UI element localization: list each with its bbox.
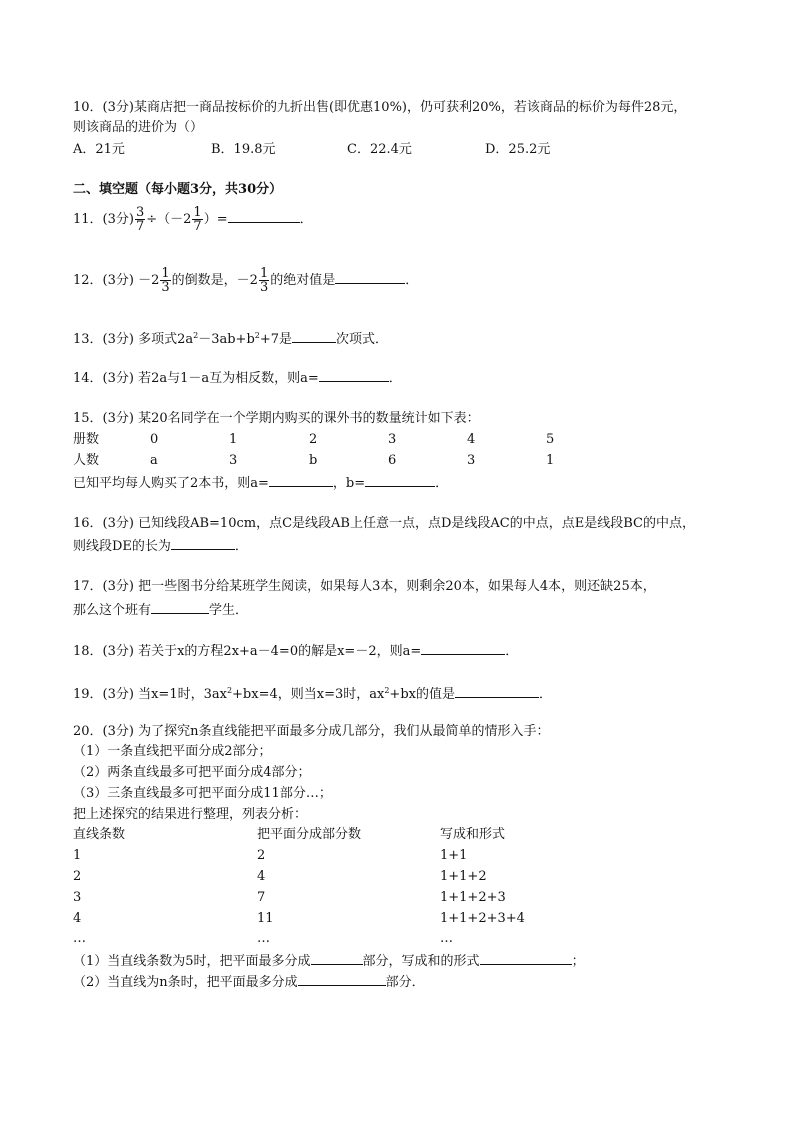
q13-prefix: 13．(3分) 多项式2a bbox=[73, 332, 194, 347]
q15-r2-c4: 6 bbox=[388, 453, 397, 468]
q11-frac1-den: 7 bbox=[135, 219, 145, 234]
q20-sub2-blank[interactable] bbox=[298, 972, 386, 986]
section-title: 二、填空题（每小题3分，共30分） bbox=[73, 182, 283, 197]
q12-f1-num: 1 bbox=[161, 266, 170, 281]
q20-sub2 bbox=[73, 972, 425, 992]
q13-answer-blank[interactable] bbox=[292, 329, 336, 343]
q19-p2: +bx=4，则当x=3时，ax bbox=[232, 687, 385, 702]
q20-r2-c1: 7 bbox=[257, 890, 266, 905]
q15-r2-c5: 3 bbox=[467, 453, 476, 468]
q11-frac2-den: 7 bbox=[193, 219, 202, 234]
q12-fraction-2 bbox=[259, 267, 269, 294]
q17-line2-prefix: 那么这个班有 bbox=[73, 603, 152, 618]
q20-r0-c0: 1 bbox=[73, 848, 82, 863]
q20-sub2-prefix: （2）当直线为n条时，把平面最多分成 bbox=[73, 975, 298, 990]
q15-last-prefix: 已知平均每人购买了2本书，则a= bbox=[73, 476, 269, 491]
q12-prefix: 12．(3分) －2 bbox=[73, 273, 160, 288]
q15-r2-c3: b bbox=[309, 453, 318, 468]
q20-line4: （3）三条直线最多可把平面分成11部分…； bbox=[73, 786, 332, 801]
q20-r0-c2: 1+1 bbox=[440, 848, 468, 863]
q16-line2-end: ． bbox=[234, 539, 248, 554]
q10-option-d: D．25.2元 bbox=[485, 142, 551, 157]
q15-line1: 15．(3分) 某20名同学在一个学期内购买的课外书的数量统计如下表： bbox=[73, 411, 480, 426]
q11-frac1-num: 3 bbox=[135, 205, 145, 220]
q20-r2-c0: 3 bbox=[73, 890, 82, 905]
q12-end: ． bbox=[405, 273, 419, 288]
q14-answer-blank[interactable] bbox=[319, 368, 389, 382]
q10-option-a: A．21元 bbox=[73, 142, 125, 157]
q15-r1-c1: 0 bbox=[150, 432, 159, 447]
q20-r3-c1: 11 bbox=[257, 911, 274, 926]
q18 bbox=[73, 641, 518, 661]
q16-line2 bbox=[73, 536, 248, 556]
q18-answer-blank[interactable] bbox=[421, 641, 505, 655]
q15-r2-c1: a bbox=[150, 453, 158, 468]
q20-line3: （2）两条直线最多可把平面分成4部分； bbox=[73, 765, 311, 780]
q13-end: 次项式． bbox=[336, 332, 389, 347]
q12-mid: 的倒数是，－2 bbox=[171, 273, 258, 288]
q19-sup2: 2 bbox=[384, 686, 390, 695]
q11-end: ． bbox=[299, 212, 313, 227]
q17-answer-blank[interactable] bbox=[151, 600, 209, 614]
q14-prefix: 14．(3分) 若2a与1－a互为相反数，则a= bbox=[73, 371, 319, 386]
q13-mid: －3ab+b bbox=[198, 332, 255, 347]
q11 bbox=[73, 205, 313, 235]
q19-p3: +bx的值是 bbox=[389, 687, 455, 702]
q15-r2-c2: 3 bbox=[229, 453, 238, 468]
q15-r1-c2: 1 bbox=[229, 432, 238, 447]
q20-r1-c1: 4 bbox=[257, 869, 266, 884]
q12-answer-blank[interactable] bbox=[335, 270, 405, 284]
q15-last-end: ． bbox=[435, 476, 449, 491]
q13-sup1: 2 bbox=[193, 331, 199, 340]
q20-sub1-prefix: （1）当直线条数为5时，把平面最多分成 bbox=[73, 954, 311, 969]
q17-line2-end: 学生． bbox=[209, 603, 249, 618]
q20-sub1 bbox=[73, 951, 585, 971]
q15-r1-c0: 册数 bbox=[73, 432, 100, 447]
q11-frac2-num: 1 bbox=[193, 205, 202, 220]
q15-r1-c4: 3 bbox=[388, 432, 397, 447]
q17-line2 bbox=[73, 600, 248, 620]
q20-r4-c1: … bbox=[257, 931, 270, 946]
q11-fraction-2 bbox=[192, 206, 202, 233]
q11-answer-blank[interactable] bbox=[228, 209, 300, 223]
q20-sub1-sum-blank[interactable] bbox=[480, 951, 572, 965]
q20-sub2-end: 部分． bbox=[385, 975, 425, 990]
q18-end: ． bbox=[505, 644, 519, 659]
q20-header-2: 写成和形式 bbox=[440, 827, 506, 842]
q16-answer-blank[interactable] bbox=[171, 536, 235, 550]
q11-div: ÷（－2 bbox=[146, 212, 192, 227]
q16-line1: 16．(3分) 已知线段AB=10cm，点C是线段AB上任意一点，点D是线段AC的中点，点E是线段BC的中点， bbox=[73, 516, 695, 531]
q20-header-0: 直线条数 bbox=[73, 827, 126, 842]
q20-r2-c2: 1+1+2+3 bbox=[440, 890, 506, 905]
q20-header-1: 把平面分成部分数 bbox=[257, 827, 362, 842]
q10-line1: 10．(3分)某商店把一商品按标价的九折出售(即优惠10%)，仍可获利20%，若该商品的标价为每件28元， bbox=[73, 100, 687, 115]
q11-fraction-1 bbox=[135, 206, 145, 233]
q20-r1-c2: 1+1+2 bbox=[440, 869, 487, 884]
q15-last bbox=[73, 473, 448, 493]
q12-fraction-1 bbox=[160, 267, 170, 294]
q13-sup2: 2 bbox=[254, 331, 260, 340]
q15-a-blank[interactable] bbox=[269, 473, 333, 487]
q20-sub1-count-blank[interactable] bbox=[311, 951, 363, 965]
q20-r1-c0: 2 bbox=[73, 869, 82, 884]
q19 bbox=[73, 682, 552, 704]
q19-end: ． bbox=[538, 687, 552, 702]
q15-b-blank[interactable] bbox=[365, 473, 435, 487]
q20-r0-c1: 2 bbox=[257, 848, 266, 863]
q11-suffix: ）= bbox=[203, 212, 228, 227]
q20-sub1-end: ； bbox=[571, 954, 585, 969]
q20-line5: 把上述探究的结果进行整理，列表分析： bbox=[73, 807, 308, 822]
q15-last-mid: ，b= bbox=[332, 476, 366, 491]
q11-prefix: 11．(3分) bbox=[73, 212, 134, 227]
q17-line1: 17．(3分) 把一些图书分给某班学生阅读，如果每人3本，则剩余20本，如果每人4本，则还缺25本， bbox=[73, 579, 656, 594]
q19-answer-blank[interactable] bbox=[455, 684, 539, 698]
q15-r2-c0: 人数 bbox=[73, 453, 100, 468]
q10-option-c: C．22.4元 bbox=[347, 142, 412, 157]
q10-line2: 则该商品的进价为（） bbox=[73, 120, 204, 135]
q15-r1-c6: 5 bbox=[546, 432, 555, 447]
q20-sub1-mid: 部分，写成和的形式 bbox=[362, 954, 480, 969]
q15-r2-c6: 1 bbox=[546, 453, 555, 468]
q20-line1: 20．(3分) 为了探究n条直线能把平面最多分成几部分，我们从最简单的情形入手： bbox=[73, 724, 550, 739]
q20-r4-c0: … bbox=[73, 931, 86, 946]
q20-line2: （1）一条直线把平面分成2部分； bbox=[73, 744, 272, 759]
q20-r3-c0: 4 bbox=[73, 911, 82, 926]
q15-r1-c5: 4 bbox=[467, 432, 476, 447]
q10-option-b: B．19.8元 bbox=[211, 142, 276, 157]
q12-f2-num: 1 bbox=[259, 266, 269, 281]
q20-r4-c2: … bbox=[440, 931, 453, 946]
q12 bbox=[73, 266, 418, 296]
q14-end: ． bbox=[388, 371, 402, 386]
q20-r3-c2: 1+1+2+3+4 bbox=[440, 911, 525, 926]
q16-line2-prefix: 则线段DE的长为 bbox=[73, 539, 171, 554]
q14 bbox=[73, 368, 402, 388]
q19-p1: 19．(3分) 当x=1时，3ax bbox=[73, 687, 227, 702]
q15-r1-c3: 2 bbox=[309, 432, 318, 447]
q18-prefix: 18．(3分) 若关于x的方程2x+a－4=0的解是x=－2，则a= bbox=[73, 644, 422, 659]
q12-f1-den: 3 bbox=[161, 280, 170, 295]
q13-mid2: +7是 bbox=[259, 332, 293, 347]
q12-suffix: 的绝对值是 bbox=[270, 273, 336, 288]
q13 bbox=[73, 327, 388, 349]
q19-sup1: 2 bbox=[226, 686, 233, 695]
q12-f2-den: 3 bbox=[259, 280, 269, 295]
